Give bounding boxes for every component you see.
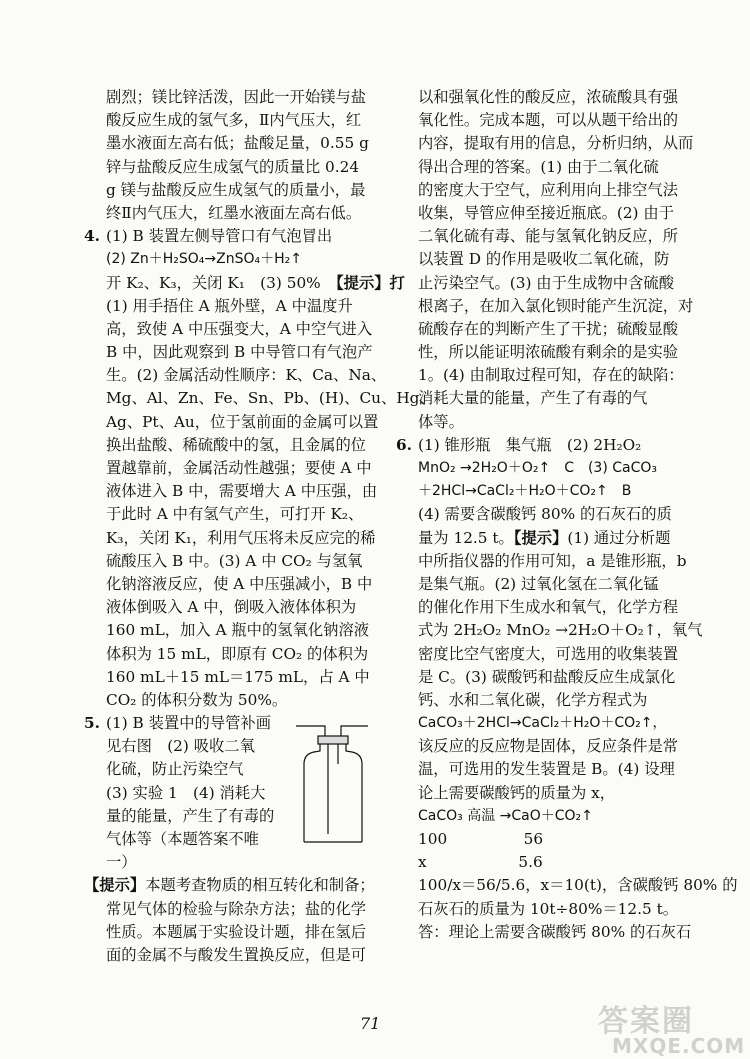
- text-line: [84, 689, 380, 712]
- line-text: 100 56: [418, 830, 544, 848]
- line-text: 1。(4) 由制取过程可知，存在的缺陷：: [418, 366, 684, 385]
- line-text: 的密度大于空气，应利用向上排空气法: [418, 180, 679, 199]
- text-line: [396, 295, 692, 318]
- line-text: 化钠溶液反应，使 A 中压强减小，B 中: [106, 574, 373, 593]
- watermark-url-text: MXQE.COM: [612, 1034, 746, 1058]
- line-text: 开 K₂、K₃，关闭 K₁ (3) 50%: [106, 273, 337, 292]
- text-line: [84, 874, 380, 897]
- text-line: [396, 179, 692, 202]
- line-text: 液体进入 B 中，需要增大 A 中压强，由: [106, 482, 378, 501]
- text-line: [84, 457, 380, 480]
- line-text: 量为 12.5 t。: [418, 528, 514, 547]
- line-text: 置越靠前，金属活动性越强；要使 A 中: [106, 459, 372, 477]
- line-text: CO₂ 的体积分数为 50%。: [106, 690, 288, 709]
- text-line: [396, 689, 692, 712]
- line-text: 中所指仪器的作用可知，a 是锥形瓶，b: [418, 551, 687, 570]
- text-line: [396, 503, 692, 526]
- line-text: 于此时 A 中有氢气产生，可打开 K₂、: [106, 505, 364, 524]
- line-text: 石灰石的质量为 10t÷80%＝12.5 t。: [418, 899, 679, 918]
- line-text: 酸反应生成的氢气多，Ⅱ内气压大，红: [106, 111, 362, 130]
- line-text: ＋2HCl→CaCl₂＋H₂O＋CO₂↑ B: [418, 483, 632, 500]
- line-text: 氧化性。完成本题，可以从题干给出的: [418, 111, 679, 130]
- line-text: 100/x＝56/5.6，x＝10(t)，含碳酸钙 80% 的: [418, 876, 738, 895]
- line-text: 气体等（本题答案不唯: [106, 830, 259, 848]
- text-line: [84, 248, 380, 271]
- line-text: 钙、水和二氧化碳，化学方程式为: [418, 690, 648, 709]
- text-line: [396, 86, 692, 109]
- text-line: [84, 643, 380, 666]
- text-line: [396, 341, 692, 364]
- line-text: 式为 2H₂O₂ MnO₂ →2H₂O＋O₂↑，氧气: [418, 621, 703, 640]
- text-line: [396, 735, 692, 758]
- text-line: [396, 457, 692, 480]
- line-text: 收集，导管应伸至接近瓶底。(2) 由于: [418, 203, 674, 222]
- text-line: [84, 527, 380, 550]
- line-text: 答：理论上需要含碳酸钙 80% 的石灰石: [418, 922, 692, 941]
- text-line: [84, 480, 380, 503]
- line-text: 以和强氧化性的酸反应，浓硫酸具有强: [418, 88, 679, 106]
- text-line: [84, 387, 435, 410]
- line-text: (1) 用手捂住 A 瓶外壁，A 中温度升: [106, 296, 353, 315]
- text-line: [396, 898, 692, 921]
- line-text: 止污染空气。(3) 由于生成物中含硫酸: [418, 273, 674, 292]
- text-line: [84, 295, 380, 318]
- line-text: Mg、Al、Zn、Fe、Sn、Pb、(H)、Cu、Hg、: [106, 389, 435, 408]
- text-line: [84, 619, 380, 642]
- line-text: (2) Zn＋H₂SO₄→ZnSO₄＋H₂↑: [106, 251, 302, 268]
- line-text: 见右图 (2) 吸收二氧: [106, 737, 255, 756]
- text-line: [396, 434, 692, 457]
- question-number: 5.: [84, 714, 100, 733]
- line-text: 一）: [106, 853, 137, 872]
- line-text: K₃，关闭 K₁，利用气压将未反应完的稀: [106, 528, 376, 547]
- text-line: [84, 550, 380, 573]
- line-text: 性，所以能证明浓硫酸有剩余的是实验: [418, 343, 679, 362]
- line-text: 面的金属不与酸发生置换反应，但是可: [106, 945, 367, 964]
- line-text: 消耗大量的能量，产生了有毒的气: [418, 389, 648, 408]
- text-line: [396, 666, 692, 689]
- line-text: CaCO₃ 高温 →CaO＋CO₂↑: [418, 807, 593, 824]
- text-line: [396, 225, 692, 248]
- right-column: [396, 86, 738, 944]
- text-line: [396, 921, 692, 944]
- text-line: [396, 758, 692, 781]
- text-line: [396, 132, 692, 155]
- line-text: 温，可选用的发生装置是 B。(4) 设理: [418, 760, 675, 779]
- text-line: [84, 573, 380, 596]
- line-text: (3) 实验 1 (4) 消耗大: [106, 783, 266, 802]
- text-line: [396, 573, 692, 596]
- text-line: [396, 596, 692, 619]
- text-line: [396, 874, 738, 897]
- line-text: 生。(2) 金属活动性顺序：K、Ca、Na、: [106, 366, 387, 385]
- text-line: [84, 434, 380, 457]
- text-line: [84, 851, 380, 874]
- text-line: [396, 156, 692, 179]
- text-line: [84, 109, 380, 132]
- line-text: B 中，因此观察到 B 中导管口有气泡产: [106, 343, 373, 362]
- text-line: [396, 109, 692, 132]
- text-line: [84, 666, 380, 689]
- gas-bottle-apparatus-figure: [298, 724, 368, 842]
- text-line: [84, 411, 380, 434]
- watermark-logo-text: 答案圈: [598, 1004, 694, 1039]
- text-line: [84, 944, 380, 967]
- question-number: 4.: [84, 227, 100, 246]
- text-line: [396, 480, 692, 503]
- text-line: [396, 828, 692, 851]
- text-line: [84, 898, 380, 921]
- line-text: 硫酸存在的判断产生了干扰；硫酸显酸: [418, 319, 679, 338]
- hint-label: 【提示】: [84, 876, 146, 895]
- hint-label: 【提示】: [513, 528, 568, 547]
- text-line: [84, 225, 380, 248]
- text-line: [396, 851, 692, 874]
- line-text: 化硫，防止污染空气: [106, 760, 244, 779]
- line-text: x 5.6: [418, 853, 543, 872]
- line-text-tail: (1) 通过分析题: [567, 528, 671, 547]
- text-line: [84, 341, 380, 364]
- line-text: 论上需要碳酸钙的质量为 x，: [418, 783, 616, 802]
- line-text: 锌与盐酸反应生成氢气的质量比 0.24: [106, 157, 360, 176]
- page-number: 71: [360, 1014, 381, 1033]
- line-text: 根离子，在加入氯化钡时能产生沉淀，对: [418, 296, 694, 315]
- text-line: [396, 364, 692, 387]
- text-line: [84, 503, 380, 526]
- text-line: [396, 248, 692, 271]
- line-text: (4) 需要含碳酸钙 80% 的石灰石的质: [418, 505, 672, 524]
- line-text: MnO₂ →2H₂O＋O₂↑ C (3) CaCO₃: [418, 460, 658, 476]
- text-line: [396, 527, 692, 550]
- line-text: 160 mL，加入 A 瓶中的氢氧化钠溶液: [106, 621, 370, 640]
- line-text: 是 C。(3) 碳酸钙和盐酸反应生成氯化: [418, 667, 676, 686]
- text-line: [84, 179, 380, 202]
- text-line: [396, 643, 692, 666]
- text-line: [396, 272, 692, 295]
- text-line: [396, 619, 703, 642]
- line-text: 160 mL＋15 mL＝175 mL，占 A 中: [106, 667, 370, 686]
- line-text: 得出合理的答案。(1) 由于二氧化硫: [418, 157, 659, 176]
- text-line: [84, 318, 380, 341]
- text-line: [396, 202, 692, 225]
- line-text: (1) 锥形瓶 集气瓶 (2) 2H₂O₂: [418, 435, 642, 454]
- text-line: [396, 782, 692, 805]
- text-line: [84, 272, 405, 295]
- text-line: [396, 805, 692, 828]
- line-text: (1) B 装置中的导管补画: [106, 714, 272, 733]
- text-line: [396, 411, 692, 434]
- text-line: [396, 712, 692, 735]
- text-line: [84, 596, 380, 619]
- line-text: 高，致使 A 中压强变大，A 中空气进入: [106, 319, 373, 338]
- line-text: Ag、Pt、Au，位于氢前面的金属可以置: [106, 412, 379, 431]
- text-line: [84, 132, 380, 155]
- hint-label: 【提示】打: [336, 273, 405, 292]
- line-text: 量的能量，产生了有毒的: [106, 806, 275, 825]
- line-text: 剧烈；镁比锌活泼，因此一开始镁与盐: [106, 88, 367, 106]
- line-text: g 镁与盐酸反应生成氢气的质量小，最: [106, 180, 366, 199]
- text-line: [396, 318, 692, 341]
- line-text: 是集气瓶。(2) 过氧化氢在二氧化锰: [418, 574, 659, 593]
- text-line: [396, 387, 692, 410]
- line-text: 体积为 15 mL，即原有 CO₂ 的体积为: [106, 644, 369, 663]
- line-text: 液体倒吸入 A 中，倒吸入液体体积为: [106, 598, 357, 617]
- line-text: 换出盐酸、稀硫酸中的氢，且金属的位: [106, 435, 367, 454]
- site-watermark: [598, 996, 748, 1056]
- text-line: [84, 86, 380, 109]
- line-text: 墨水液面左高右低；盐酸足量，0.55 g: [106, 134, 369, 153]
- text-line: [396, 550, 692, 573]
- line-text: 常见气体的检验与除杂方法；盐的化学: [106, 899, 367, 918]
- line-text: (1) B 装置左侧导管口有气泡冒出: [106, 227, 333, 246]
- line-text: CaCO₃＋2HCl→CaCl₂＋H₂O＋CO₂↑，: [418, 715, 667, 732]
- question-number: 6.: [396, 435, 412, 454]
- line-text: 该反应的反应物是固体，反应条件是常: [418, 737, 679, 756]
- text-line: [84, 364, 387, 387]
- line-text: 本题考查物质的相互转化和制备；: [145, 876, 375, 895]
- line-text: 性质。本题属于实验设计题，排在氢后: [106, 922, 367, 941]
- line-text: 的催化作用下生成水和氧气，化学方程: [418, 598, 679, 617]
- text-line: [84, 202, 380, 225]
- text-line: [84, 156, 380, 179]
- line-text: 体等。: [418, 412, 464, 431]
- line-text: 密度比空气密度大，可选用的收集装置: [418, 644, 679, 663]
- text-line: [84, 921, 380, 944]
- line-text: 内容，提取有用的信息，分析归纳，从而: [418, 134, 694, 153]
- line-text: 二氧化硫有毒、能与氢氧化钠反应，所: [418, 227, 679, 246]
- line-text: 以装置 D 的作用是吸收二氧化硫，防: [418, 250, 670, 269]
- line-text: 终Ⅱ内气压大，红墨水液面左高右低。: [106, 203, 362, 222]
- line-text: 硫酸压入 B 中。(3) A 中 CO₂ 与氢氧: [106, 551, 363, 570]
